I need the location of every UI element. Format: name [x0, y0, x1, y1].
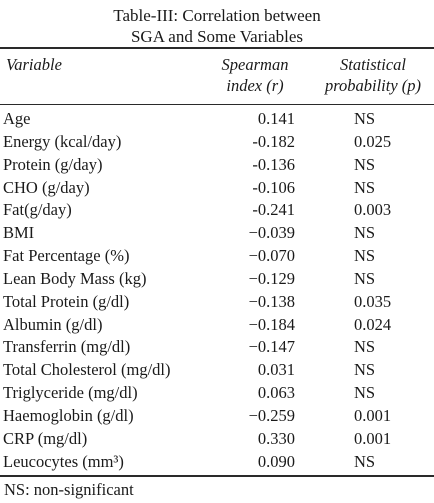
spearman-cell: −0.259	[248, 405, 295, 425]
spearman-cell: -0.106	[252, 177, 295, 197]
probability-cell: 0.003	[354, 200, 392, 220]
probability-cell: 0.035	[354, 291, 392, 311]
spearman-cell: 0.330	[257, 428, 295, 448]
variable-cell: Total Protein (g/dl)	[3, 291, 130, 311]
table-caption	[0, 0, 434, 47]
table-body	[0, 108, 434, 474]
spearman-cell: 0.141	[257, 109, 295, 128]
spearman-cell: 0.031	[257, 360, 295, 380]
table-row	[0, 382, 434, 405]
table-footnote: NS: non-significant	[4, 480, 134, 499]
spearman-cell: 0.063	[257, 383, 295, 403]
header-probability-line-1: Statistical	[340, 55, 406, 74]
header-spearman-line-2: index (r)	[226, 76, 284, 95]
top-rule	[0, 47, 434, 49]
header-spearman	[205, 54, 305, 96]
spearman-cell: −0.039	[248, 223, 295, 243]
probability-cell: 0.025	[354, 131, 392, 151]
spearman-cell: 0.090	[257, 451, 295, 471]
variable-cell: Lean Body Mass (kg)	[3, 268, 147, 288]
spearman-cell: −0.147	[248, 337, 295, 357]
spearman-cell: −0.138	[248, 291, 295, 311]
variable-cell: Age	[3, 109, 31, 128]
variable-cell: CHO (g/day)	[3, 177, 90, 197]
table-row	[0, 336, 434, 359]
variable-cell: Fat Percentage (%)	[3, 246, 130, 266]
variable-cell: Total Cholesterol (mg/dl)	[3, 360, 171, 380]
table-row	[0, 108, 434, 131]
header-probability	[312, 54, 434, 96]
variable-cell: CRP (mg/dl)	[3, 428, 88, 448]
variable-cell: Haemoglobin (g/dl)	[3, 405, 134, 425]
probability-cell: NS	[354, 246, 376, 266]
header-variable: Variable	[6, 55, 62, 74]
table-row	[0, 314, 434, 337]
spearman-cell: −0.070	[248, 246, 295, 266]
variable-cell: Leucocytes (mm³)	[3, 451, 124, 471]
table-title-line-1: Table-III: Correlation between	[113, 6, 321, 25]
spearman-cell: -0.136	[252, 154, 295, 174]
table-row	[0, 451, 434, 474]
probability-cell: NS	[354, 451, 376, 471]
table-row	[0, 359, 434, 382]
bottom-rule	[0, 475, 434, 477]
table-row	[0, 222, 434, 245]
table-row	[0, 428, 434, 451]
variable-cell: Fat(g/day)	[3, 200, 72, 220]
probability-cell: 0.001	[354, 428, 392, 448]
variable-cell: Transferrin (mg/dl)	[3, 337, 131, 357]
table-row	[0, 199, 434, 222]
probability-cell: NS	[354, 177, 376, 197]
table-row	[0, 405, 434, 428]
variable-cell: Energy (kcal/day)	[3, 131, 122, 151]
table-row	[0, 268, 434, 291]
spearman-cell: -0.182	[252, 131, 295, 151]
variable-cell: Protein (g/day)	[3, 154, 103, 174]
probability-cell: NS	[354, 360, 376, 380]
probability-cell: NS	[354, 337, 376, 357]
table-row	[0, 154, 434, 177]
probability-cell: 0.024	[354, 314, 392, 334]
probability-cell: NS	[354, 109, 376, 128]
spearman-cell: -0.241	[252, 200, 295, 220]
spearman-cell: −0.129	[248, 268, 295, 288]
probability-cell: NS	[354, 268, 376, 288]
probability-cell: NS	[354, 154, 376, 174]
table-row	[0, 291, 434, 314]
variable-cell: Albumin (g/dl)	[3, 314, 103, 334]
probability-cell: 0.001	[354, 405, 392, 425]
probability-cell: NS	[354, 223, 376, 243]
variable-cell: BMI	[3, 223, 35, 243]
header-probability-line-2: probability (p)	[324, 76, 422, 95]
header-rule	[0, 104, 434, 105]
table-row	[0, 177, 434, 200]
table-row	[0, 245, 434, 268]
table-row	[0, 131, 434, 154]
spearman-cell: −0.184	[248, 314, 295, 334]
probability-cell: NS	[354, 383, 376, 403]
table-title-line-2: SGA and Some Variables	[130, 27, 304, 46]
variable-cell: Triglyceride (mg/dl)	[3, 383, 138, 403]
header-spearman-line-1: Spearman	[221, 55, 289, 74]
